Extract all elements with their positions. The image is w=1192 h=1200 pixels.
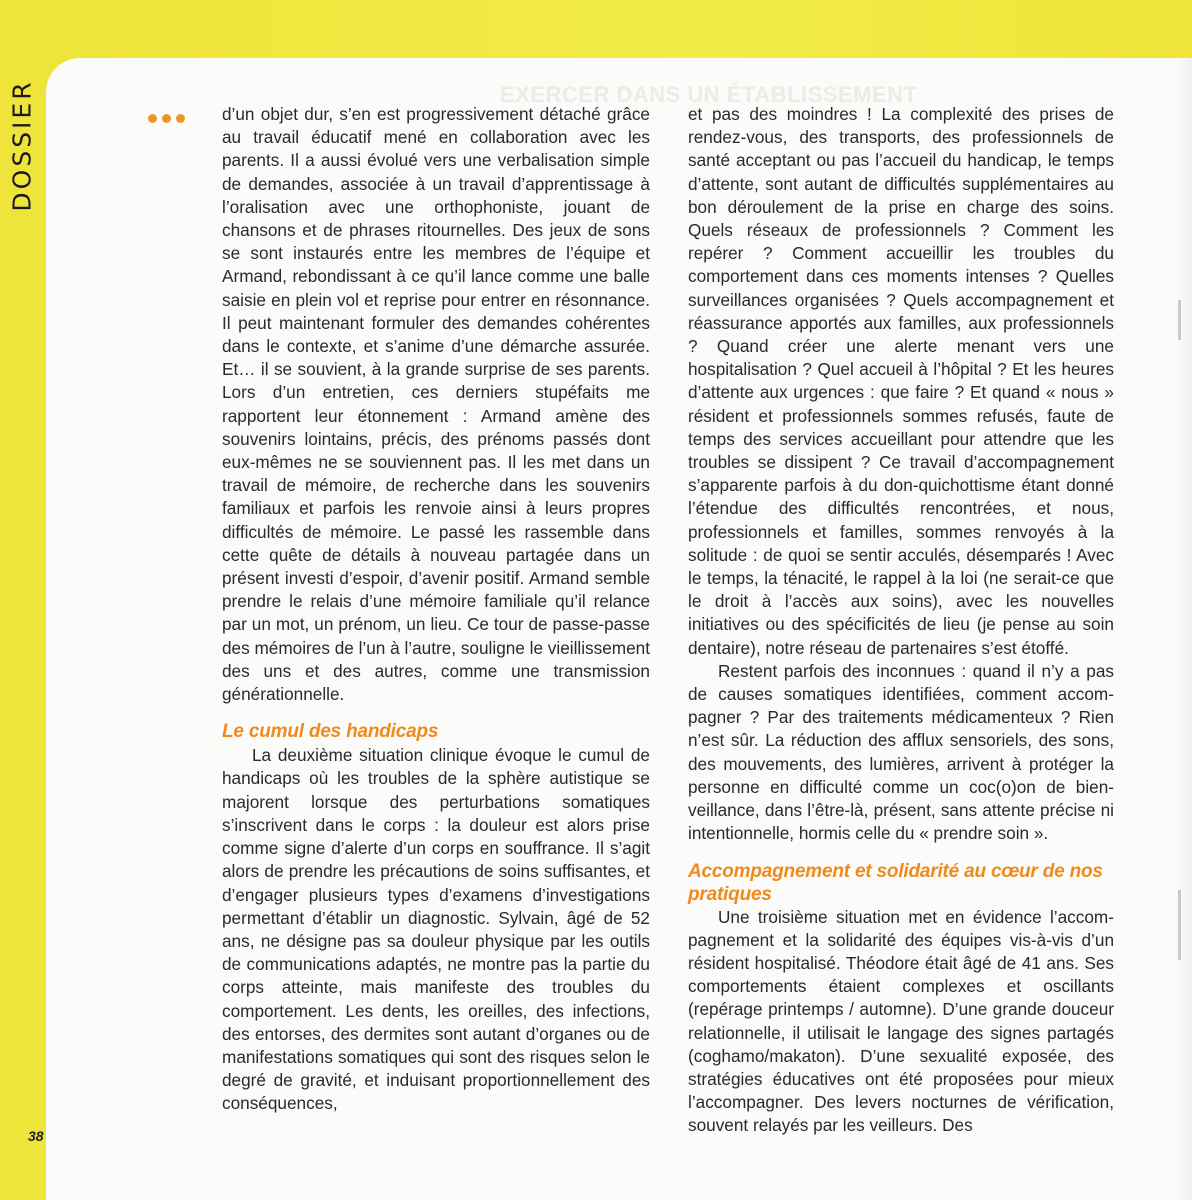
section-heading: Accompagnement et solidarité au cœur de nos pratiques [688, 860, 1103, 905]
scan-mark [1178, 890, 1181, 960]
body-paragraph: d’un objet dur, s’en est progressivement détaché grâce au travail éducatif mené en collaboration avec les parents. Il a aussi évolué vers une verbalisation simple de demandes, associée à un travail d’apprentissage à l’oralisation avec une orthophoniste, jouant de chansons et de phrases ritournelles. Des jeux de sons se sont instaurés entre les membres de l’équipe et Armand, rebondissant à ce qu’il lance comme une balle saisie en plein vol et reprise pour entrer en résonnance. Il peut maintenant formuler des demandes cohérentes dans le contexte, et s’anime d’une démarche assurée. Et… il se souvient, à la grande surprise de ses parents. Lors d’un entretien, ces derniers stupéfaits me rapportent leur étonnement : Armand amène des souvenirs lointains, précis, des prénoms passés dont eux-mêmes ne se souviennent pas. Il les met dans un travail de mémoire, de recherche dans les souvenirs familiaux et parfois les renvoie ainsi à leurs propres difficultés de mémoire. Le passé les rassemble dans cette quête de détails à nouveau partagée dans un présent investi d’espoir, d’avenir positif. Armand semble prendre le relais d’une mémoire familiale qu’il relance par un mot, un prénom, un lieu. Ce tour de passe-passe des mémoires de l’un à l’autre, souligne le vieillissement des uns et des autres, comme une transmission générationnelle. [222, 104, 650, 705]
section-label-text: DOSSIER [7, 78, 37, 212]
section-heading: Le cumul des handicaps [222, 721, 439, 743]
page-number: 38 [28, 1128, 44, 1144]
show-through-heading: EXERCER DANS UN ÉTABLISSEMENT [500, 82, 918, 107]
body-paragraph: Une troisième situation met en évidence l’accompagnement et la solidarité des équipes vis-à-vis d’un résident hospitalisé. Théodore était âgé de 41 ans. Ses comportements étaient complexes et oscillants (repérage printemps / automne). D’une grande douceur relationnelle, il utilisait le langage des signes partagés (coghamo/makaton). D’une sexualité exposée, des stratégies éducatives ont été proposées pour mieux l’accompagner. Des levers nocturnes de vérification, souvent relayés par les veilleurs. Des [688, 906, 1114, 1136]
continuation-dots-icon [148, 114, 185, 123]
dot [162, 114, 171, 123]
body-paragraph: et pas des moindres ! La complexité des prises de rendez-vous, des transports, des professionnels de santé acceptant ou pas l’accueil du handicap, le temps d’attente, sont autant de difficultés supplémentaires au bon déroulement de la prise en charge des soins. Quels réseaux de professionnels ? Comment les repérer ? Comment accueillir les troubles du comportement dans ces moments intenses ? Quelles surveillances organisées ? Quels accompagnement et réassurance apportés aux familles, aux professionnels ? Quand créer une alerte menant vers une hospitalisation ? Quel accueil à l’hôpital ? Et les heures d’attente aux urgences : que faire ? Et quand « nous » résident et professionnels sommes refusés, faute de temps des services accueillant pour attendre que les troubles se dissipent ? Ce travail d’accompagnement s’apparente parfois à du don-quichottisme étant donné l’étendue des difficultés rencontrées, et nous, professionnels et familles, sommes renvoyés à la solitude : de quoi se sentir acculés, désemparés ! Avec le temps, la ténacité, le rappel à la loi (ne serait-ce que le droit à l’accès aux soins), avec les nouvelles initiatives ou des spécificités de lieu (je pense au soin dentaire), notre réseau de partenaires s’est étoffé. [688, 104, 1114, 658]
body-paragraph: La deuxième situation clinique évoque le cumul de handicaps où les troubles de la sphère autistique se majorent lorsque des perturbations somatiques s’inscrivent dans le corps : la douleur est alors prise comme signe d’alerte d’un corps en souffrance. Il s’agit alors de prendre les précautions de soins suffisantes, et d’engager plusieurs types d’examens d’investigations permettant d’établir un diagnostic. Sylvain, âgé de 52 ans, ne désigne pas sa douleur physique par les outils de communications adaptés, ne montre pas la partie du corps atteinte, mais manifeste des troubles du comportement. Les dents, les oreilles, des infections, des entorses, des dermites sont autant d’organes ou de manifestations somatiques qui sont des risques selon le degré de gravité, et induisant proportionnellement des conséquences, [222, 745, 650, 1114]
dot [176, 114, 185, 123]
scan-mark [1178, 300, 1181, 340]
page-edge-shadow [1178, 58, 1192, 1200]
dot [148, 114, 157, 123]
right-column [688, 103, 1114, 1138]
left-column [222, 103, 650, 1116]
section-label [6, 60, 38, 230]
body-paragraph: Restent parfois des inconnues : quand il n’y a pas de causes somatiques identifiées, comment accompagner ? Par des traitements médicamenteux ? Rien n’est sûr. La réduction des afflux sensoriels, des sons, des mouvements, des lumières, arrivent à protéger la personne en difficulté comme un coc(o)on de bienveillance, dans l’être-là, présent, sans attente précise ni intentionnelle, hormis celle du « prendre soin ». [688, 660, 1114, 844]
